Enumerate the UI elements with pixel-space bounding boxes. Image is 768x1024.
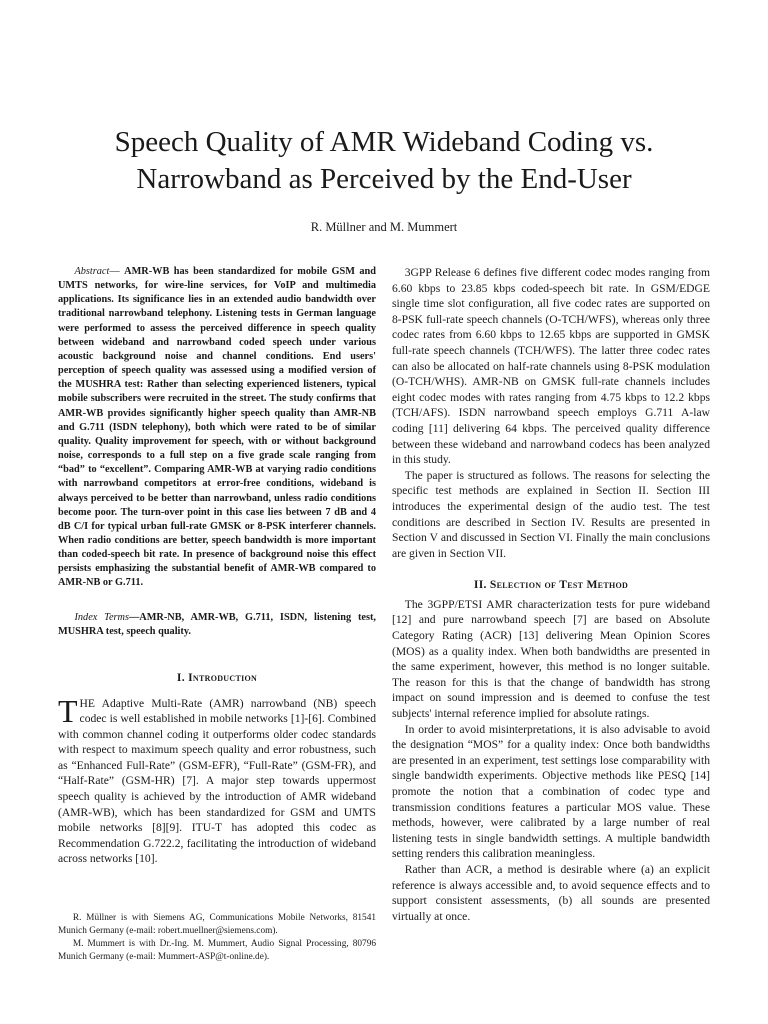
index-terms-text: —AMR-NB, AMR-WB, G.711, ISDN, listening test, MUSHRA test, speech quality.: [58, 611, 376, 637]
footnotes: [58, 912, 376, 964]
abstract-dash: —: [109, 266, 125, 277]
footnote-author-2: M. Mummert is with Dr.-Ing. M. Mummert, Audio Signal Processing, 80796 Munich Germany (e-mail: Mummert-ASP@t-online.de).: [58, 939, 376, 962]
section-heading-introduction: I. Introduction: [176, 670, 258, 684]
paragraph-acr: Rather than ACR, a method is desirable where (a) an explicit reference is always accessible and, to avoid sequence effects and to support consistent assessments, (b) all sounds are presented virtually at once.: [392, 862, 710, 923]
introduction-paragraph: [58, 692, 376, 868]
footnote-author-1: R. Müllner is with Siemens AG, Communications Mobile Networks, 81541 Munich Germany (e-mail: robert.muellner@siemens.com).: [58, 913, 376, 936]
abstract-text: AMR-WB has been standardized for mobile GSM and UMTS networks, for wire-line services, for VoIP and multimedia applications. Its significance lies in an extended audio bandwidth over traditional narrowband telephony. Listening tests in German language were performed to assess the perceived difference in speech quality between wideband and narrowband coded speech under various acoustic background noise and channel conditions. End users' perception of speech quality was assessed using a modified version of the MUSHRA test: Rather than selecting experienced listeners, typical mobile subscribers were recruited in the street. The study confirms that AMR-WB provides significantly higher speech quality than AMR-NB and G.711 (ISDN telephony), both which were rated to be of similar quality. Quality improvement for speech, with or without background noise, corresponds to a full step on a five grade scale ranging from “bad” to “excellent”. Comparing AMR-WB at varying radio conditions with narrowband competitors at error-free conditions, wideband is always perceived to be better than narrowband, unless radio conditions become poor. The turn-over point in this case lies between 7 dB and 4 dB C/I for typical urban full-rate GMSK or 8-PSK interferer channels. When radio conditions are better, speech bandwidth is more important than coded-speech bit rate. In presence of background noise this effect persists emphasizing the substantial benefit of AMR-WB compared to AMR-NB or G.711.: [58, 266, 377, 589]
paper-title-line-1: Speech Quality of AMR Wideband Coding vs.: [114, 126, 654, 158]
authors: R. Müllner and M. Mummert: [310, 220, 458, 234]
introduction-text: HE Adaptive Multi-Rate (AMR) narrowband (NB) speech codec is well established in mobile networks [1]-[6]. Combined with common channel coding it outperforms older codec standards with respect to maximum speech quality and error robustness, such as “Enhanced Full-Rate” (GSM-EFR), “Full-Rate” (GSM-FR), and “Half-Rate” (GSM-HR) [7]. A major step towards uppermost speech quality is achieved by the introduction of AMR wideband (AMR-WB), which has been standardized for GSM and UMTS mobile networks [8][9]. ITU-T has adopted this codec as Recommendation G.722.2, facilitating the introduction of wideband across networks [10].: [58, 696, 376, 866]
paragraph-mos: In order to avoid misinterpretations, it is also advisable to avoid the designation “MOS” for a quality index: Once both bandwidths are presented in an experiment, test settings lose comparability with single bandwidth experiments. Objective methods like PESQ [14] promote the notion that a combination of codec type and transmission conditions features a particular MOS value. These methods, however, were calibrated by a large number of real listening tests in single bandwidth settings. A multiple bandwidth setting renders this calibration meaningless.: [392, 722, 710, 861]
drop-cap: T: [58, 692, 78, 729]
paragraph-release6: 3GPP Release 6 defines five different codec modes ranging from 6.60 kbps to 23.85 kbps coded-speech bit rate. In GSM/EDGE single time slot configuration, all five codec rates are supported on 8-PSK full-rate speech channels (O-TCH/WFS), whereas only three codec rates from 6.60 kbps to 12.65 kbps are supported in GMSK full-rate speech channels (TCH/WFS). The latter three codec rates can also be allocated on half-rate channels using 8-PSK modulation (O-TCH/WHS). AMR-NB on GMSK full-rate channels includes eight codec modes with rates ranging from 4.75 kbps to 12.2 kbps (TCH/AFS). ISDN narrowband speech employs G.711 A-law coding [11] delivering 64 kbps. The perceived quality difference between these wideband and narrowband codecs has been analyzed in this study.: [392, 266, 710, 467]
right-column: [392, 265, 710, 924]
index-terms-label: Index Terms: [74, 611, 129, 623]
paragraph-structure: The paper is structured as follows. The reasons for selecting the specific test methods are explained in Section II. Section III introduces the experimental design of the audio test. The test conditions are described in Section IV. Results are presented in Section V and discussed in Section VI. Finally the main conclusions are given in Section VII.: [392, 468, 710, 560]
left-column: [58, 265, 376, 867]
paper-title-line-2: Narrowband as Perceived by the End-User: [136, 163, 632, 195]
abstract-label: Abstract: [74, 266, 110, 277]
index-terms: [58, 611, 376, 639]
abstract: [58, 265, 376, 591]
section-heading-test-method: II. Selection of Test Method: [473, 578, 629, 592]
paragraph-characterization: The 3GPP/ETSI AMR characterization tests for pure wideband [12] and pure narrowband speech [7] are based on Absolute Category Rating (ACR) [13] delivering Mean Opinion Scores (MOS) as a quality index. When both bandwidths are presented in the same experiment, however, this method is no longer suitable. The reason for this is that the change of bandwidth has strong impact on sound impression and is deemed to confuse the test subjects' internal reference implied for absolute ratings.: [392, 597, 710, 721]
